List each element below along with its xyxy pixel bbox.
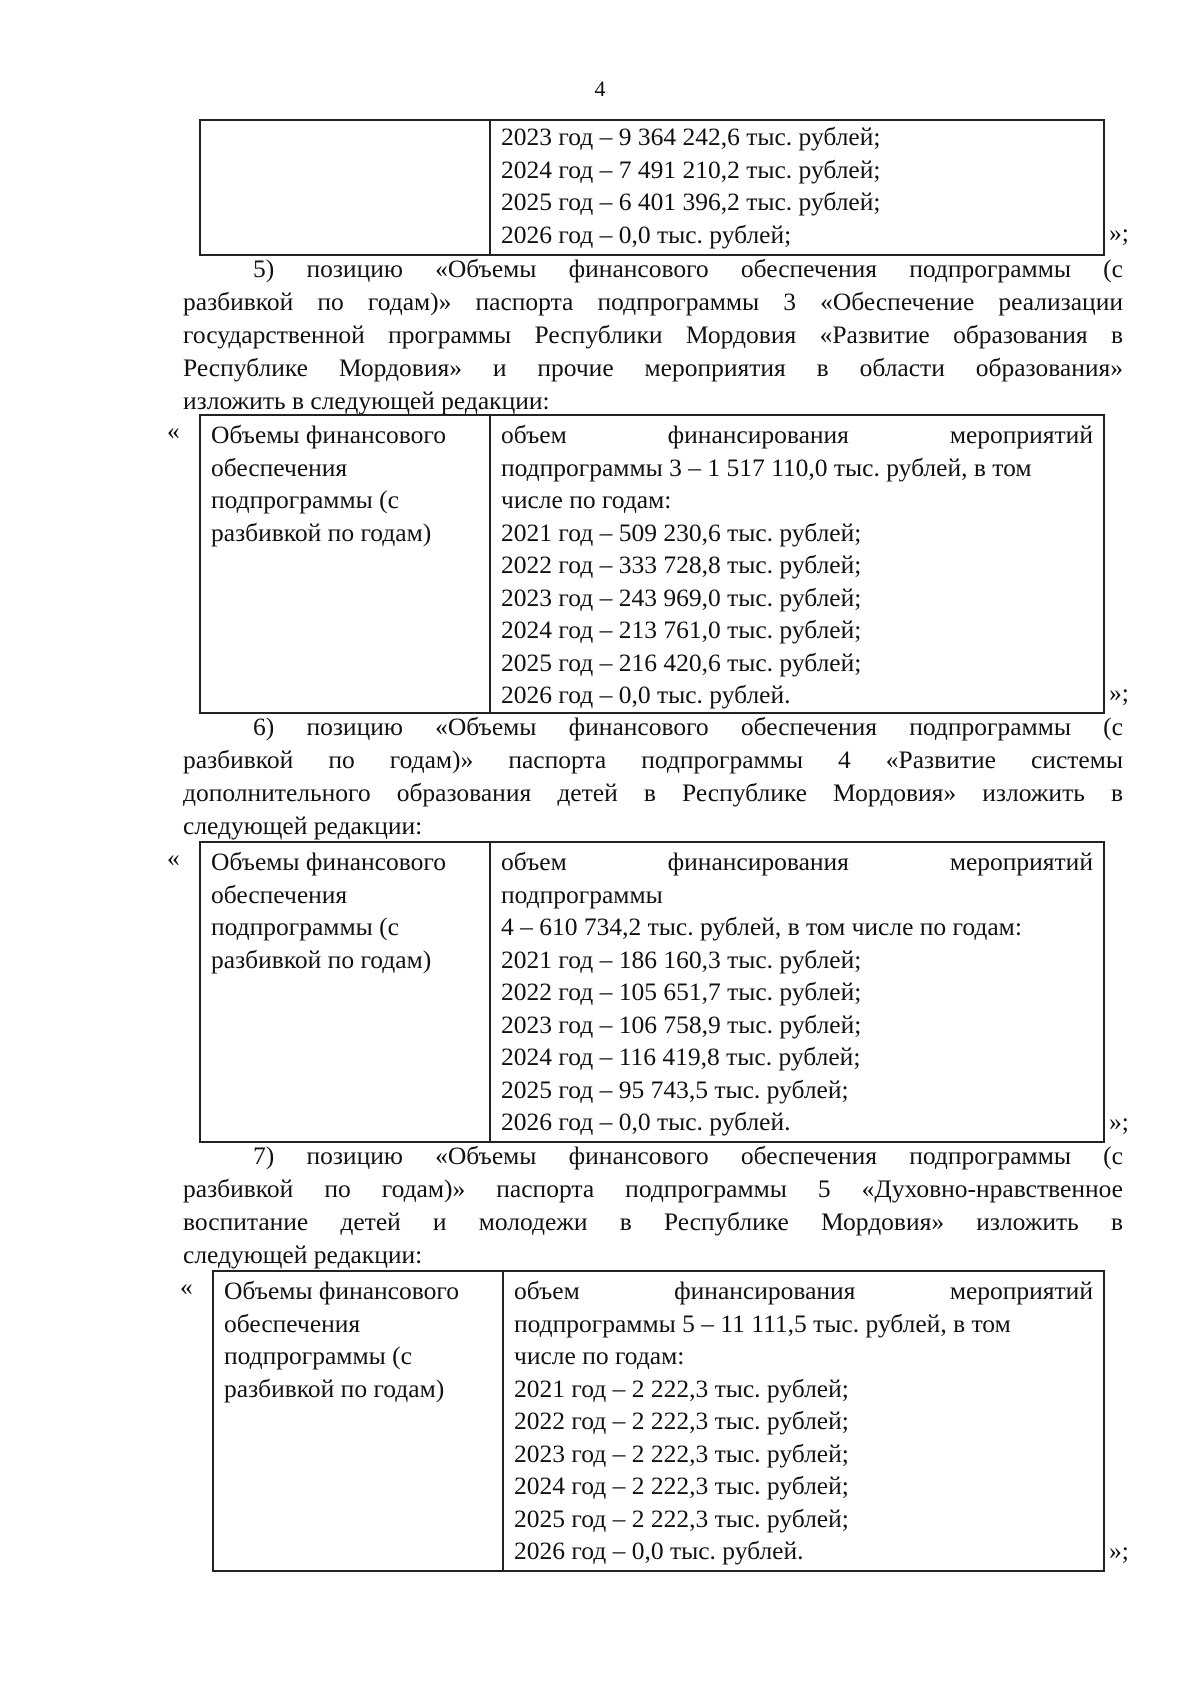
value-head-line: объем финансирования мероприятий bbox=[514, 1276, 1093, 1305]
value-line: 4 – 610 734,2 тыс. рублей, в том числе по годам: bbox=[501, 912, 1022, 941]
paragraph-line: воспитание детей и молодежи в Республике Мордовия» изложить в bbox=[183, 1207, 1123, 1236]
label-line: подпрограммы (с bbox=[211, 912, 399, 941]
value-line: 2021 год – 509 230,6 тыс. рублей; bbox=[501, 517, 862, 547]
value-line: 2025 год – 95 743,5 тыс. рублей; bbox=[501, 1074, 849, 1104]
label-line: разбивкой по годам) bbox=[211, 944, 432, 974]
paragraph-6 bbox=[183, 710, 1123, 842]
subprogram-5-label-cell bbox=[214, 1272, 504, 1570]
funding-line: 2025 год – 6 401 396,2 тыс. рублей; bbox=[501, 187, 881, 216]
value-head-line: объем финансирования мероприятий bbox=[501, 847, 1093, 876]
opening-quote: « bbox=[167, 416, 180, 445]
value-line: 2024 год – 213 761,0 тыс. рублей; bbox=[501, 615, 862, 644]
closing-quote: »; bbox=[1109, 1107, 1129, 1136]
closing-quote: »; bbox=[1109, 678, 1129, 707]
label-line: разбивкой по годам) bbox=[224, 1373, 445, 1403]
value-line: подпрограммы 5 – 11 111,5 тыс. рублей, в том bbox=[514, 1308, 1011, 1338]
funding-line: 2026 год – 0,0 тыс. рублей; bbox=[501, 219, 792, 249]
value-line: 2026 год – 0,0 тыс. рублей. bbox=[501, 1107, 791, 1136]
closing-quote: »; bbox=[1109, 218, 1129, 247]
funding-line: 2023 год – 9 364 242,6 тыс. рублей; bbox=[501, 122, 881, 151]
label-line: Объемы финансового bbox=[211, 847, 446, 876]
value-line: подпрограммы bbox=[501, 879, 663, 909]
paragraph-line: Республике Мордовия» и прочие мероприятия в области образования» bbox=[183, 353, 1123, 382]
paragraph-line: разбивкой по годам)» паспорта подпрограммы 5 «Духовно-нравственное bbox=[183, 1174, 1123, 1203]
paragraph-line: 7) позицию «Объемы финансового обеспечения подпрограммы (с bbox=[253, 1141, 1123, 1170]
value-line: числе по годам: bbox=[514, 1341, 685, 1370]
value-head-line: объем финансирования мероприятий bbox=[501, 420, 1093, 449]
top-table-left-cell bbox=[201, 121, 491, 254]
paragraph-line: разбивкой по годам)» паспорта подпрограммы 4 «Развитие системы bbox=[183, 745, 1123, 774]
value-line: 2024 год – 2 222,3 тыс. рублей; bbox=[514, 1471, 849, 1500]
value-line: 2025 год – 216 420,6 тыс. рублей; bbox=[501, 647, 862, 677]
paragraph-line: 6) позицию «Объемы финансового обеспечения подпрограммы (с bbox=[253, 712, 1123, 741]
label-line: Объемы финансового bbox=[211, 420, 446, 449]
subprogram-4-label-cell bbox=[201, 843, 491, 1141]
funding-line: 2024 год – 7 491 210,2 тыс. рублей; bbox=[501, 154, 881, 184]
value-line: 2023 год – 243 969,0 тыс. рублей; bbox=[501, 582, 862, 612]
value-line: 2026 год – 0,0 тыс. рублей. bbox=[501, 680, 791, 709]
closing-quote: »; bbox=[1109, 1536, 1129, 1565]
value-line: 2023 год – 2 222,3 тыс. рублей; bbox=[514, 1438, 849, 1468]
subprogram-5-value-cell bbox=[504, 1272, 1103, 1570]
label-line: обеспечения bbox=[211, 879, 348, 909]
label-line: разбивкой по годам) bbox=[211, 517, 432, 547]
value-line: 2024 год – 116 419,8 тыс. рублей; bbox=[501, 1042, 861, 1071]
value-line: 2023 год – 106 758,9 тыс. рублей; bbox=[501, 1009, 862, 1039]
value-line: 2022 год – 333 728,8 тыс. рублей; bbox=[501, 550, 862, 579]
paragraph-line: изложить в следующей редакции: bbox=[183, 386, 550, 415]
subprogram-5-table bbox=[212, 1270, 1105, 1572]
subprogram-4-table bbox=[199, 841, 1105, 1143]
paragraph-line: разбивкой по годам)» паспорта подпрограммы 3 «Обеспечение реализации bbox=[183, 287, 1123, 316]
value-line: 2026 год – 0,0 тыс. рублей. bbox=[514, 1536, 804, 1565]
value-line: 2022 год – 105 651,7 тыс. рублей; bbox=[501, 977, 862, 1006]
value-line: 2021 год – 186 160,3 тыс. рублей; bbox=[501, 944, 862, 974]
label-line: подпрограммы (с bbox=[224, 1341, 412, 1370]
value-line: 2022 год – 2 222,3 тыс. рублей; bbox=[514, 1406, 849, 1435]
subprogram-3-table bbox=[199, 414, 1105, 714]
value-line: 2021 год – 2 222,3 тыс. рублей; bbox=[514, 1373, 849, 1403]
value-line: числе по годам: bbox=[501, 485, 672, 514]
paragraph-line: государственной программы Республики Мордовия «Развитие образования в bbox=[183, 320, 1123, 349]
paragraph-line: 5) позицию «Объемы финансового обеспечения подпрограммы (с bbox=[253, 254, 1123, 283]
paragraph-line: дополнительного образования детей в Республике Мордовия» изложить в bbox=[183, 778, 1123, 807]
label-line: Объемы финансового bbox=[224, 1276, 459, 1305]
paragraph-5 bbox=[183, 252, 1123, 417]
opening-quote: « bbox=[167, 843, 180, 872]
paragraph-line: следующей редакции: bbox=[183, 1240, 423, 1269]
label-line: подпрограммы (с bbox=[211, 485, 399, 514]
label-line: обеспечения bbox=[211, 452, 348, 482]
label-line: обеспечения bbox=[224, 1308, 361, 1338]
value-line: подпрограммы 3 – 1 517 110,0 тыс. рублей, в том bbox=[501, 452, 1032, 482]
subprogram-3-label-cell bbox=[201, 416, 491, 712]
value-line: 2025 год – 2 222,3 тыс. рублей; bbox=[514, 1503, 849, 1533]
page-number: 4 bbox=[594, 76, 606, 101]
top-table bbox=[199, 119, 1105, 256]
paragraph-line: следующей редакции: bbox=[183, 811, 423, 840]
opening-quote: « bbox=[180, 1272, 193, 1301]
subprogram-4-value-cell bbox=[491, 843, 1103, 1141]
subprogram-3-value-cell bbox=[491, 416, 1103, 712]
top-table-right-cell bbox=[491, 121, 1103, 254]
paragraph-7 bbox=[183, 1139, 1123, 1271]
